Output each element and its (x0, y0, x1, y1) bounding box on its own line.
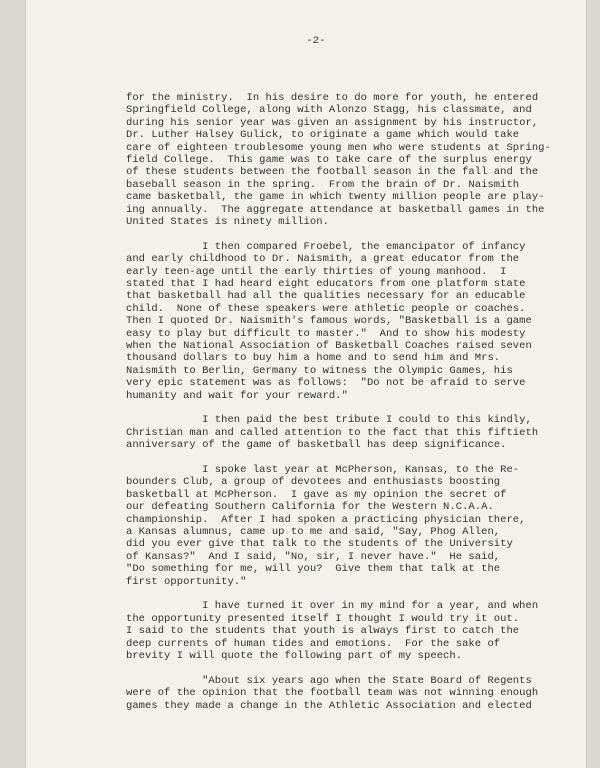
text-line: Springfield College, along with Alonzo Stagg, his classmate, and (126, 104, 532, 117)
text-line: easy to play but difficult to master." And to show his modesty (126, 327, 526, 340)
text-line: bounders Club, a group of devotees and enthusiasts boosting (126, 476, 501, 489)
text-line: ing annually. The aggregate attendance at basketball games in the (126, 203, 545, 216)
text-line: were of the opinion that the football team was not winning enough (126, 687, 539, 700)
text-line: thousand dollars to buy him a home and to send him and Mrs. (126, 352, 501, 365)
text-line: baseball season in the spring. From the brain of Dr. Naismith (126, 178, 520, 191)
text-line: I then paid the best tribute I could to this kindly, (126, 414, 532, 427)
text-line: "About six years ago when the State Board of Regents (126, 674, 532, 687)
text-line: field College. This game was to take care of the surplus energy (126, 154, 532, 166)
text-line: very epic statement was as follows: "Do not be afraid to serve (126, 377, 526, 390)
text-line: care of eighteen troublesome young men who were students at Spring- (126, 141, 551, 154)
text-line: first opportunity." (126, 575, 247, 588)
text-line: I spoke last year at McPherson, Kansas, to the Re- (126, 464, 520, 476)
text-line: child. None of these speakers were athletic people or coaches. (126, 302, 526, 315)
text-line: for the ministry. In his desire to do more for youth, he entered (126, 92, 539, 104)
text-line: when the National Association of Basketball Coaches raised seven (126, 340, 532, 352)
text-line: came basketball, the game in which twenty million people are play- (126, 191, 545, 204)
text-line: that basketball had all the qualities necessary for an educable (126, 290, 526, 303)
text-line: championship. After I had spoken a practicing physician there, (126, 513, 526, 526)
text-line: Dr. Luther Halsey Gulick, to originate a game which would take (126, 129, 520, 142)
text-line: and early childhood to Dr. Naismith, a great educator from the (126, 253, 520, 266)
text-line: I said to the students that youth is always first to catch the (126, 625, 520, 638)
text-line: Christian man and called attention to the fact that this fiftieth (126, 426, 539, 439)
text-line: deep currents of human tides and emotions. For the sake of (126, 637, 501, 650)
text-line: "Do something for me, will you? Give them that talk at the (126, 563, 501, 576)
text-line: the opportunity presented itself I thought I would try it out. (126, 612, 520, 625)
text-line: of these students between the football season in the fall and the (126, 166, 539, 179)
text-line: during his senior year was given an assignment by his instructor, (126, 116, 539, 129)
text-line: Then I quoted Dr. Naismith's famous words, "Basketball is a game (126, 315, 532, 328)
text-line: anniversary of the game of basketball has deep significance. (126, 439, 507, 452)
text-line: brevity I will quote the following part of my speech. (126, 650, 463, 662)
text-line: humanity and wait for your reward." (126, 389, 348, 402)
text-line: early teen-age until the early thirties of young manhood. I (126, 265, 507, 278)
text-line: basketball at McPherson. I gave as my opinion the secret of (126, 488, 507, 501)
text-line: a Kansas alumnus, came up to me and said, "Say, Phog Allen, (126, 526, 501, 538)
document-page (26, 0, 586, 768)
text-line: I have turned it over in my mind for a year, and when (126, 600, 539, 613)
text-line: stated that I had heard eight educators from one platform state (126, 278, 526, 290)
text-line: our defeating Southern California for the Western N.C.A.A. (126, 501, 494, 514)
page-number: -2- (306, 35, 326, 47)
text-line: of Kansas?" And I said, "No, sir, I never have." He said, (126, 550, 501, 563)
text-line: I then compared Froebel, the emancipator of infancy (126, 240, 526, 253)
text-line: Naismith to Berlin, Germany to witness the Olympic Games, his (126, 364, 513, 377)
text-line: United States is ninety million. (126, 216, 329, 228)
text-line: games they made a change in the Athletic Association and elected (126, 699, 532, 712)
text-line: did you ever give that talk to the students of the University (126, 538, 513, 551)
